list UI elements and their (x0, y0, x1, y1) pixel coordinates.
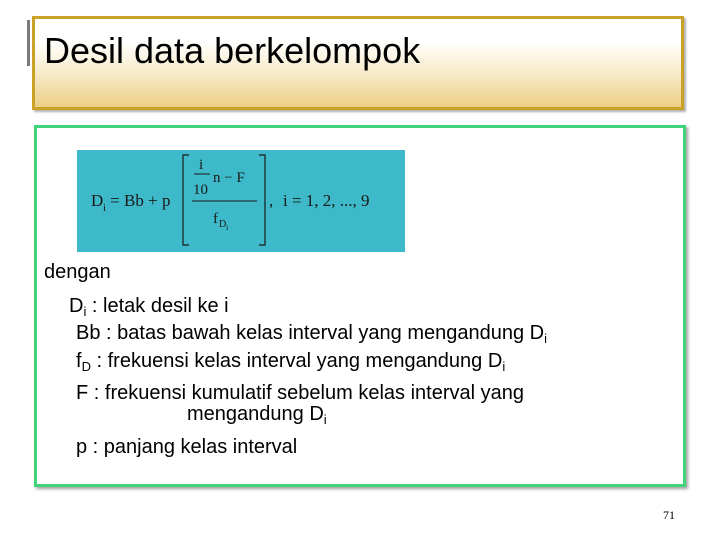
definition-f-continued: mengandung $D_i$ (187, 403, 327, 427)
formula-f-subsub: i (226, 223, 229, 232)
formula-image (77, 150, 405, 252)
slide-title: Desil data berkelompok (44, 30, 421, 71)
definition-p: p : panjang kelas interval (76, 436, 298, 458)
definition-fd: $f_D$ : frekuensi kelas interval yang mengandung $D_i$ (76, 350, 506, 374)
formula-plus: + (148, 191, 158, 210)
formula-lhs-sub: i (103, 202, 107, 214)
formula-range: i = 1, 2, ..., 9 (283, 191, 370, 210)
formula-i: i (199, 157, 204, 173)
definition-bb: Bb : batas bawah kelas interval yang mengandung $D_i$ (76, 322, 547, 346)
formula-n-minus-f: n − F (213, 170, 245, 186)
page-number: 71 (663, 508, 675, 522)
formula-lhs: D (91, 191, 104, 210)
definition-f: F : frekuensi kumulatif sebelum kelas interval yang (76, 382, 524, 404)
right-bracket (259, 155, 265, 245)
formula-p: p (162, 191, 171, 210)
formula-f: f (213, 211, 218, 227)
formula-f-sub: D (219, 219, 227, 230)
formula-comma: , (269, 191, 274, 210)
definition-di: $D_i$ : letak desil ke i (69, 295, 229, 319)
formula-ten: 10 (193, 182, 208, 198)
title-accent-line (27, 20, 30, 66)
formula-equals: = (110, 191, 120, 210)
formula-bb: Bb (124, 191, 144, 210)
left-bracket (183, 155, 189, 245)
intro-text: dengan (44, 261, 111, 283)
